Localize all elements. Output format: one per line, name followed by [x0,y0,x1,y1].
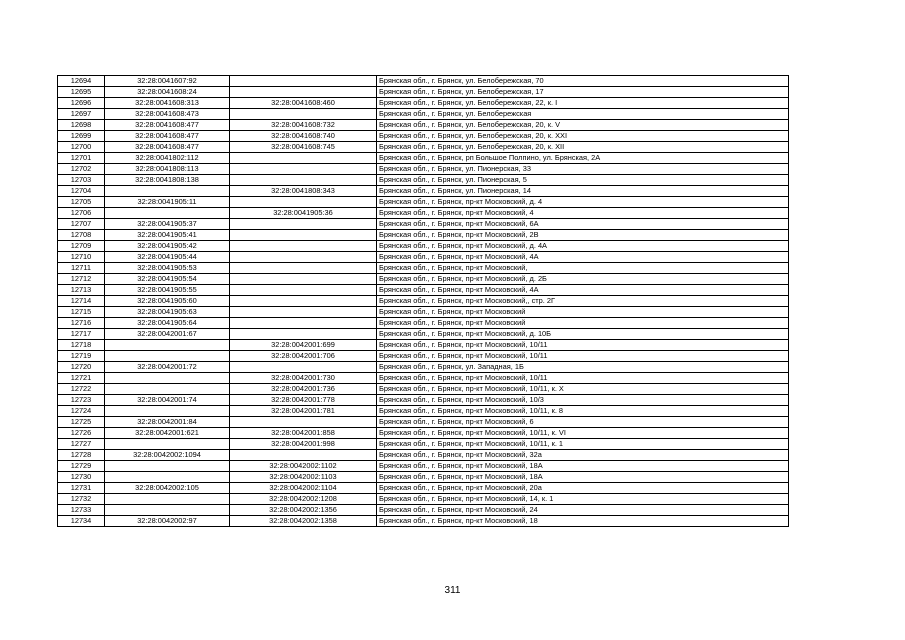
table-row [58,285,789,296]
object-number-cell: 32:28:0042002:1104 [230,483,377,494]
object-number-cell: 32:28:0042002:1103 [230,472,377,483]
row-number-cell: 12703 [58,175,105,186]
parcel-number-cell: 32:28:0041905:63 [105,307,230,318]
table-row [58,329,789,340]
address-cell: Брянская обл., г. Брянск, ул. Западная, 1Б [377,362,789,373]
object-number-cell [230,197,377,208]
parcel-number-cell: 32:28:0041905:44 [105,252,230,263]
row-number-cell: 12712 [58,274,105,285]
table-row [58,98,789,109]
parcel-number-cell: 32:28:0041608:477 [105,131,230,142]
parcel-number-cell: 32:28:0041905:42 [105,241,230,252]
row-number-cell: 12707 [58,219,105,230]
address-cell: Брянская обл., г. Брянск, пр-кт Московский, 4А [377,252,789,263]
object-number-cell: 32:28:0042001:998 [230,439,377,450]
object-number-cell [230,252,377,263]
address-cell: Брянская обл., г. Брянск, ул. Пионерская, 33 [377,164,789,175]
parcel-number-cell: 32:28:0041608:477 [105,120,230,131]
object-number-cell: 32:28:0042002:1208 [230,494,377,505]
table-row [58,241,789,252]
table-row [58,362,789,373]
table-row [58,175,789,186]
row-number-cell: 12727 [58,439,105,450]
parcel-number-cell: 32:28:0041905:54 [105,274,230,285]
address-cell: Брянская обл., г. Брянск, пр-кт Московский, 18А [377,472,789,483]
table-row [58,252,789,263]
parcel-number-cell: 32:28:0042001:74 [105,395,230,406]
address-cell: Брянская обл., г. Брянск, ул. Пионерская, 5 [377,175,789,186]
row-number-cell: 12720 [58,362,105,373]
page-number: 311 [444,585,461,596]
table-row [58,219,789,230]
row-number-cell: 12700 [58,142,105,153]
address-cell: Брянская обл., г. Брянск, пр-кт Московский, 32а [377,450,789,461]
address-cell: Брянская обл., г. Брянск, пр-кт Московский [377,318,789,329]
parcel-number-cell: 32:28:0041905:64 [105,318,230,329]
parcel-number-cell: 32:28:0041905:60 [105,296,230,307]
address-cell: Брянская обл., г. Брянск, ул. Белобережская, 20, к. V [377,120,789,131]
parcel-number-cell [105,384,230,395]
table-row [58,505,789,516]
address-cell: Брянская обл., г. Брянск, ул. Белобережская, 22, к. I [377,98,789,109]
row-number-cell: 12698 [58,120,105,131]
table-row [58,516,789,527]
row-number-cell: 12702 [58,164,105,175]
parcel-number-cell: 32:28:0042002:1094 [105,450,230,461]
row-number-cell: 12731 [58,483,105,494]
object-number-cell [230,175,377,186]
table-row [58,87,789,98]
object-number-cell [230,241,377,252]
row-number-cell: 12730 [58,472,105,483]
row-number-cell: 12704 [58,186,105,197]
address-cell: Брянская обл., г. Брянск, ул. Белобережская [377,109,789,120]
address-cell: Брянская обл., г. Брянск, пр-кт Московский, 6 [377,417,789,428]
address-cell: Брянская обл., г. Брянск, пр-кт Московский, 10/11, к. X [377,384,789,395]
row-number-cell: 12716 [58,318,105,329]
address-cell: Брянская обл., г. Брянск, пр-кт Московский, 10/11, к. 8 [377,406,789,417]
row-number-cell: 12721 [58,373,105,384]
table-row [58,439,789,450]
parcel-number-cell: 32:28:0041608:313 [105,98,230,109]
table-row [58,395,789,406]
table-row [58,340,789,351]
object-number-cell [230,219,377,230]
parcel-number-cell: 32:28:0041905:37 [105,219,230,230]
row-number-cell: 12699 [58,131,105,142]
address-cell: Брянская обл., г. Брянск, пр-кт Московский, д. 4 [377,197,789,208]
address-cell: Брянская обл., г. Брянск, пр-кт Московский, 10/3 [377,395,789,406]
address-cell: Брянская обл., г. Брянск, пр-кт Московский, 10/11, к. VI [377,428,789,439]
table-row [58,131,789,142]
address-cell: Брянская обл., г. Брянск, пр-кт Московский, д. 2Б [377,274,789,285]
row-number-cell: 12717 [58,329,105,340]
table-row [58,208,789,219]
parcel-number-cell: 32:28:0041905:11 [105,197,230,208]
address-cell: Брянская обл., г. Брянск, пр-кт Московский, 6А [377,219,789,230]
address-cell: Брянская обл., г. Брянск, пр-кт Московский,, стр. 2Г [377,296,789,307]
parcel-number-cell: 32:28:0042001:621 [105,428,230,439]
object-number-cell [230,164,377,175]
parcel-number-cell: 32:28:0041905:55 [105,285,230,296]
address-cell: Брянская обл., г. Брянск, пр-кт Московский, д. 4А [377,241,789,252]
object-number-cell [230,318,377,329]
address-cell: Брянская обл., г. Брянск, пр-кт Московский, 18А [377,461,789,472]
object-number-cell [230,87,377,98]
object-number-cell: 32:28:0042001:706 [230,351,377,362]
address-cell: Брянская обл., г. Брянск, пр-кт Московский, 4 [377,208,789,219]
object-number-cell: 32:28:0042001:730 [230,373,377,384]
address-cell: Брянская обл., г. Брянск, пр-кт Московский, 24 [377,505,789,516]
row-number-cell: 12701 [58,153,105,164]
row-number-cell: 12711 [58,263,105,274]
parcel-number-cell [105,208,230,219]
address-cell: Брянская обл., г. Брянск, ул. Белобережская, 20, к. XII [377,142,789,153]
object-number-cell [230,285,377,296]
address-cell: Брянская обл., г. Брянск, пр-кт Московский, д. 10Б [377,329,789,340]
parcel-number-cell [105,505,230,516]
row-number-cell: 12723 [58,395,105,406]
object-number-cell: 32:28:0042002:1356 [230,505,377,516]
object-number-cell: 32:28:0041608:745 [230,142,377,153]
row-number-cell: 12708 [58,230,105,241]
row-number-cell: 12697 [58,109,105,120]
table-row [58,351,789,362]
row-number-cell: 12722 [58,384,105,395]
parcel-number-cell [105,186,230,197]
address-cell: Брянская обл., г. Брянск, пр-кт Московский, 10/11, к. 1 [377,439,789,450]
parcel-number-cell: 32:28:0041905:53 [105,263,230,274]
address-cell: Брянская обл., г. Брянск, ул. Белобережская, 70 [377,76,789,87]
address-cell: Брянская обл., г. Брянск, пр-кт Московский, 2В [377,230,789,241]
parcel-number-cell [105,439,230,450]
parcel-number-cell: 32:28:0041905:41 [105,230,230,241]
row-number-cell: 12706 [58,208,105,219]
parcel-number-cell [105,472,230,483]
table-row [58,153,789,164]
address-cell: Брянская обл., г. Брянск, пр-кт Московский, 14, к. 1 [377,494,789,505]
parcel-number-cell: 32:28:0042001:72 [105,362,230,373]
address-cell: Брянская обл., г. Брянск, ул. Пионерская, 14 [377,186,789,197]
table-row [58,373,789,384]
object-number-cell [230,153,377,164]
object-number-cell [230,109,377,120]
object-number-cell: 32:28:0042002:1358 [230,516,377,527]
address-cell: Брянская обл., г. Брянск, пр-кт Московский, 20а [377,483,789,494]
parcel-number-cell [105,461,230,472]
object-number-cell [230,230,377,241]
row-number-cell: 12713 [58,285,105,296]
table-row [58,164,789,175]
parcel-number-cell [105,340,230,351]
object-number-cell: 32:28:0041808:343 [230,186,377,197]
object-number-cell: 32:28:0042001:778 [230,395,377,406]
table-row [58,483,789,494]
address-cell: Брянская обл., г. Брянск, пр-кт Московский, 10/11 [377,373,789,384]
object-number-cell [230,307,377,318]
row-number-cell: 12718 [58,340,105,351]
address-cell: Брянская обл., г. Брянск, пр-кт Московский, [377,263,789,274]
parcel-number-cell [105,373,230,384]
row-number-cell: 12695 [58,87,105,98]
table-row [58,197,789,208]
parcel-number-cell: 32:28:0042001:67 [105,329,230,340]
table-row [58,109,789,120]
table-row [58,428,789,439]
table-row [58,296,789,307]
parcel-number-cell: 32:28:0041808:113 [105,164,230,175]
table-row [58,76,789,87]
row-number-cell: 12725 [58,417,105,428]
row-number-cell: 12705 [58,197,105,208]
parcel-number-cell: 32:28:0042002:105 [105,483,230,494]
object-number-cell: 32:28:0041608:460 [230,98,377,109]
row-number-cell: 12728 [58,450,105,461]
table-row [58,274,789,285]
object-number-cell: 32:28:0042001:736 [230,384,377,395]
object-number-cell [230,296,377,307]
object-number-cell [230,274,377,285]
object-number-cell: 32:28:0041905:36 [230,208,377,219]
parcel-number-cell: 32:28:0041608:473 [105,109,230,120]
parcel-number-cell [105,494,230,505]
object-number-cell: 32:28:0042001:858 [230,428,377,439]
row-number-cell: 12719 [58,351,105,362]
object-number-cell [230,263,377,274]
table-row [58,230,789,241]
object-number-cell [230,76,377,87]
row-number-cell: 12694 [58,76,105,87]
row-number-cell: 12710 [58,252,105,263]
parcel-number-cell: 32:28:0042001:84 [105,417,230,428]
parcel-number-cell: 32:28:0041808:138 [105,175,230,186]
address-cell: Брянская обл., г. Брянск, пр-кт Московский, 18 [377,516,789,527]
parcel-number-cell: 32:28:0042002:97 [105,516,230,527]
object-number-cell: 32:28:0042001:699 [230,340,377,351]
table-row [58,417,789,428]
table-row [58,472,789,483]
address-cell: Брянская обл., г. Брянск, пр-кт Московский, 10/11 [377,340,789,351]
row-number-cell: 12724 [58,406,105,417]
object-number-cell: 32:28:0041608:732 [230,120,377,131]
table-row [58,307,789,318]
address-cell: Брянская обл., г. Брянск, рп Большое Полпино, ул. Брянская, 2А [377,153,789,164]
table-row [58,263,789,274]
table-row [58,318,789,329]
object-number-cell [230,362,377,373]
cadastral-table [57,75,789,527]
parcel-number-cell [105,406,230,417]
address-cell: Брянская обл., г. Брянск, пр-кт Московский [377,307,789,318]
row-number-cell: 12733 [58,505,105,516]
row-number-cell: 12714 [58,296,105,307]
address-cell: Брянская обл., г. Брянск, пр-кт Московский, 10/11 [377,351,789,362]
object-number-cell [230,417,377,428]
address-cell: Брянская обл., г. Брянск, пр-кт Московский, 4А [377,285,789,296]
table-row [58,461,789,472]
parcel-number-cell: 32:28:0041608:24 [105,87,230,98]
row-number-cell: 12715 [58,307,105,318]
table-row [58,494,789,505]
row-number-cell: 12726 [58,428,105,439]
object-number-cell: 32:28:0041608:740 [230,131,377,142]
parcel-number-cell: 32:28:0041802:112 [105,153,230,164]
object-number-cell: 32:28:0042002:1102 [230,461,377,472]
row-number-cell: 12709 [58,241,105,252]
table-row [58,186,789,197]
table-row [58,120,789,131]
address-cell: Брянская обл., г. Брянск, ул. Белобережская, 17 [377,87,789,98]
object-number-cell [230,450,377,461]
table-row [58,384,789,395]
table-body [58,76,789,527]
table-row [58,406,789,417]
row-number-cell: 12732 [58,494,105,505]
parcel-number-cell [105,351,230,362]
object-number-cell: 32:28:0042001:781 [230,406,377,417]
object-number-cell [230,329,377,340]
row-number-cell: 12734 [58,516,105,527]
address-cell: Брянская обл., г. Брянск, ул. Белобережская, 20, к. XXI [377,131,789,142]
table-row [58,450,789,461]
row-number-cell: 12696 [58,98,105,109]
parcel-number-cell: 32:28:0041608:477 [105,142,230,153]
parcel-number-cell: 32:28:0041607:92 [105,76,230,87]
table-row [58,142,789,153]
row-number-cell: 12729 [58,461,105,472]
